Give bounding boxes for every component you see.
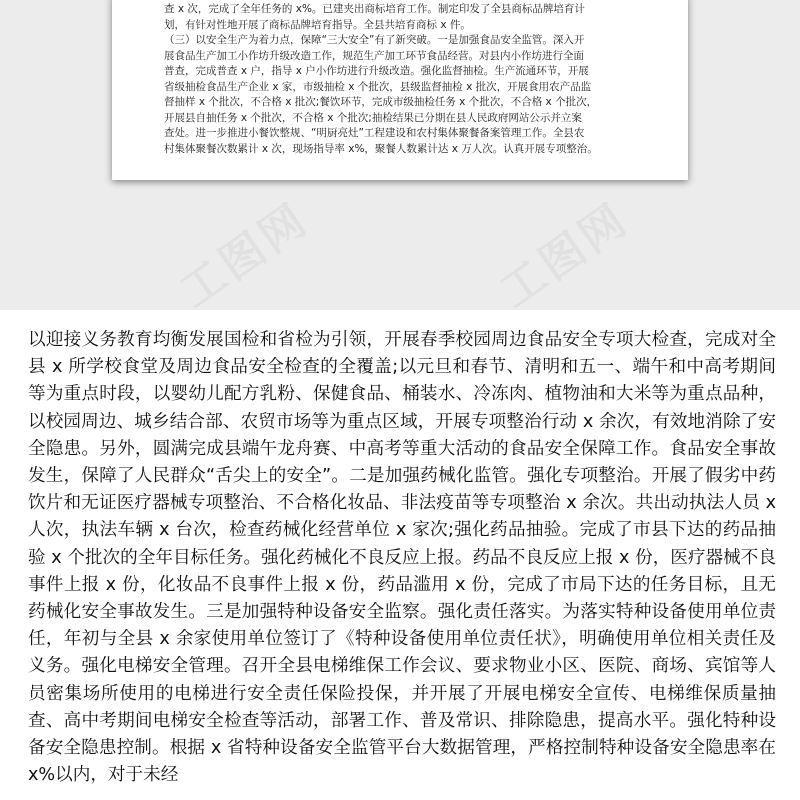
preview-line: 普查，完成普查 x 户，指导 x 户小作坊进行升级改造。强化监督抽检。生产流通环节，开展 xyxy=(164,65,589,77)
preview-line: 查处。进一步推进小餐饮整规、“明厨亮灶”工程建设和农村集体聚餐备案管理工作。全县农 xyxy=(164,127,585,139)
preview-line: 省级抽检食品生产企业 x 家，市级抽检 x 个批次，县级监督抽检 x 批次，开展食用农产品监 xyxy=(164,80,592,93)
preview-line: 村集体聚餐次数累计 x 次，现场指导率 x%，聚餐人数累计达 x 万人次。认真开展专项整治。 xyxy=(164,142,598,155)
preview-line: 开展县自抽任务 x 个批次，不合格 x 个批次;抽检结果已分期在县人民政府网站公示并立案 xyxy=(164,111,582,124)
preview-line: 展食品生产加工小作坊升级改造工作，规范生产加工环节食品经营。对县内小作坊进行全面 xyxy=(164,49,584,62)
top-image-area xyxy=(0,0,800,318)
watermark-right: 工图网 xyxy=(490,193,639,318)
watermark-left: 工图网 xyxy=(170,193,319,318)
document-preview-card xyxy=(112,0,688,180)
preview-line: 划，有针对性地开展了商标品牌培育指导。全县共培育商标 x 件。 xyxy=(164,18,471,31)
preview-line: 督抽样 x 个批次，不合格 x 批次;餐饮环节，完成市级抽检任务 x 个批次，不合格 x 个批次， xyxy=(164,96,598,108)
document-preview-text xyxy=(164,2,660,157)
preview-line: （三）以安全生产为着力点，保障“三大安全”有了新突破。一是加强食品安全监管。深入开 xyxy=(164,34,585,46)
preview-line: 查 x 次，完成了全年任务的 x%。已建夹出商标培育工作。制定印发了全县商标品牌培育计 xyxy=(164,3,585,15)
body-paragraph: 以迎接义务教育均衡发展国检和省检为引领，开展春季校园周边食品安全专项大检查，完成对全县 x 所学校食堂及周边食品安全检查的全覆盖;以元旦和春节、清明和五一、端午和中高考期间等为重点时段，以婴幼儿配方乳粉、保健食品、桶装水、冷冻肉、植物油和大米等为重点品种，以校园周边、城乡结合部、农贸市场等为重点区域，开展专项整治行动 x 余次，有效地消除了安全隐患。另外，圆满完成县端午龙舟赛、中高考等重大活动的食品安全保障工作。食品安全事故发生，保障了人民群众“舌尖上的安全”。二是加强药械化监管。强化专项整治。开展了假劣中药饮片和无证医疗器械专项整治、不合格化妆品、非法疫苗等专项整治 x 余次。共出动执法人员 x 人次，执法车辆 x 台次，检查药械化经营单位 x 家次;强化药品抽验。完成了市县下达的药品抽验 x 个批次的全年目标任务。强化药械化不良反应上报。药品不良反应上报 x 份，医疗器械不良事件上报 x 份，化妆品不良事件上报 x 份，药品滥用 x 份，完成了市局下达的任务目标，且无药械化安全事故发生。三是加强特种设备安全监察。强化责任落实。为落实特种设备使用单位责任，年初与全县 x 余家使用单位签订了《特种设备使用单位责任状》，明确使用单位相关责任及义务。强化电梯安全管理。召开全县电梯维保工作会议、要求物业小区、医院、商场、宾馆等人员密集场所使用的电梯进行安全责任保险投保，并开展了开展电梯安全宣传、电梯维保质量抽查、高中考期间电梯安全检查等活动，部署工作、普及常识、排除隐患，提高水平。强化特种设备安全隐患控制。根据 x 省特种设备安全监管平台大数据管理，严格控制特种设备安全隐患率在 x%以内，对于未经 xyxy=(28,330,776,786)
